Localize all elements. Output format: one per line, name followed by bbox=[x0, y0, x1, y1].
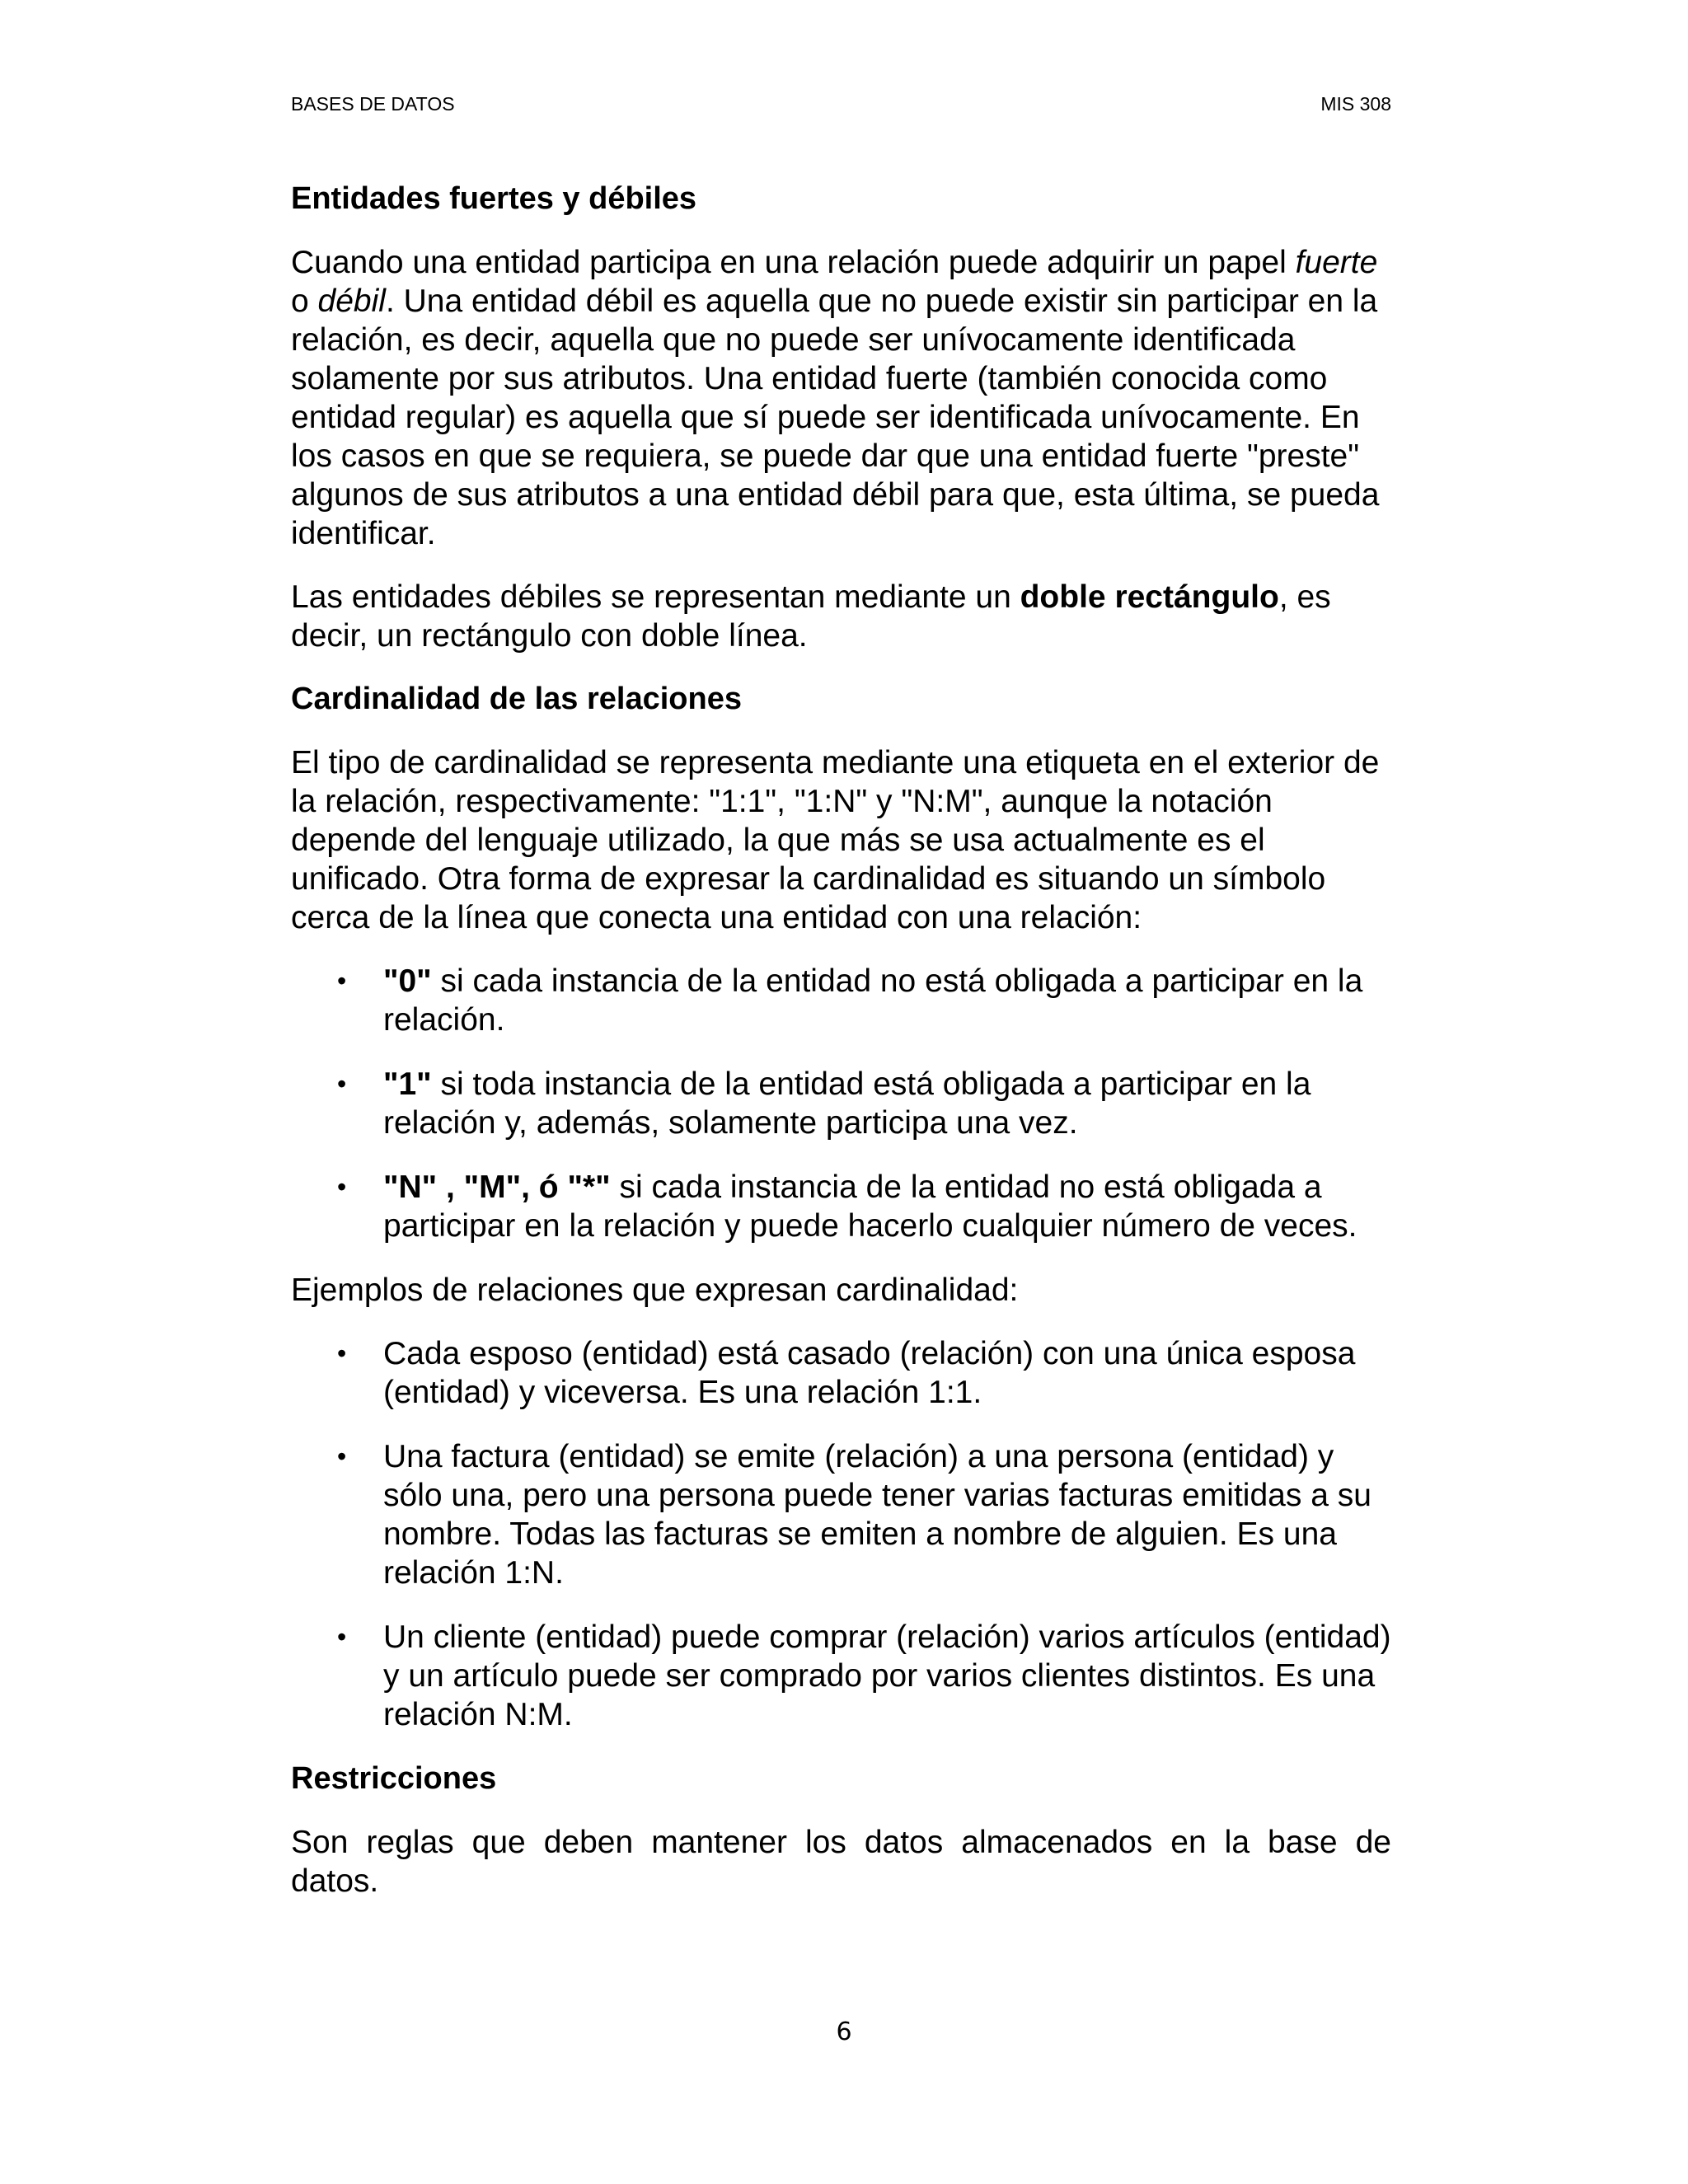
example-text: Un cliente (entidad) puede comprar (relación) varios artículos (entidad) y un artículo puede ser comprado por varios clientes distintos. Es una relación N:M. bbox=[383, 1619, 1391, 1732]
text-run: Cuando una entidad participa en una relación puede adquirir un papel bbox=[291, 245, 1296, 280]
bullet-icon: • bbox=[337, 1441, 347, 1471]
bullet-icon: • bbox=[337, 1069, 347, 1099]
list-item bbox=[291, 1437, 1391, 1592]
page-header bbox=[291, 92, 1391, 115]
paragraph-entidades-representacion bbox=[291, 578, 1391, 655]
section-title-restricciones: Restricciones bbox=[291, 1761, 497, 1796]
symbol-label: "1" bbox=[383, 1066, 432, 1102]
text-run: Las entidades débiles se representan mediante un bbox=[291, 579, 1020, 615]
cardinality-example-list bbox=[291, 1334, 1391, 1734]
symbol-label: "0" bbox=[383, 963, 432, 999]
example-text: Cada esposo (entidad) está casado (relación) con una única esposa (entidad) y viceversa. Es una relación 1:1. bbox=[383, 1336, 1356, 1410]
section-title-cardinalidad: Cardinalidad de las relaciones bbox=[291, 682, 742, 716]
bullet-icon: • bbox=[337, 1622, 347, 1652]
text-run: . Una entidad débil es aquella que no puede existir sin participar en la relación, es decir, aquella que no puede ser unívocamente identificada solamente por sus atributos. Una entidad fuerte (también conocida como entidad regular) es aquella que sí puede ser identificada unívocamente. En los casos en que se requiera, se puede dar que una entidad fuerte "preste" algunos de sus atributos a una entidad débil para que, esta última, se pueda identificar. bbox=[291, 284, 1380, 551]
page-number: 6 bbox=[836, 2018, 852, 2046]
list-item bbox=[291, 1334, 1391, 1412]
paragraph-line: datos. bbox=[291, 1863, 379, 1899]
symbol-label: "N" , "M", ó "*" bbox=[383, 1169, 611, 1205]
list-item bbox=[291, 962, 1391, 1039]
list-item bbox=[291, 1065, 1391, 1142]
symbol-description: si cada instancia de la entidad no está obligada a participar en la relación. bbox=[383, 963, 1363, 1038]
section-title-entidades: Entidades fuertes y débiles bbox=[291, 181, 697, 216]
italic-term-debil: débil bbox=[317, 284, 386, 319]
text-run: o bbox=[291, 284, 318, 319]
paragraph-restricciones bbox=[291, 1823, 1391, 1900]
header-course-code: MIS 308 bbox=[1320, 93, 1391, 115]
page-body bbox=[291, 180, 1391, 1925]
paragraph-cardinalidad-intro: El tipo de cardinalidad se representa mediante una etiqueta en el exterior de la relación, respectivamente: "1:1", "1:N" y "N:M", aunque la notación depende del lenguaje utilizado, la que más se usa actualmente es el unificado. Otra forma de expresar la cardinalidad es situando un símbolo cerca de la línea que conecta una entidad con una relación: bbox=[291, 745, 1380, 935]
text-run: , es decir, un rectángulo con doble línea. bbox=[291, 579, 1331, 654]
bold-term-doble-rectangulo: doble rectángulo bbox=[1020, 579, 1279, 615]
list-item bbox=[291, 1168, 1391, 1245]
bullet-icon: • bbox=[337, 1172, 347, 1202]
italic-term-fuerte: fuerte bbox=[1295, 245, 1378, 280]
paragraph-entidades-definicion bbox=[291, 243, 1391, 553]
list-item bbox=[291, 1618, 1391, 1734]
paragraph-examples-intro: Ejemplos de relaciones que expresan cardinalidad: bbox=[291, 1272, 1019, 1308]
bullet-icon: • bbox=[337, 966, 347, 996]
bullet-icon: • bbox=[337, 1338, 347, 1368]
cardinality-symbol-list bbox=[291, 962, 1391, 1245]
paragraph-line: Son reglas que deben mantener los datos almacenados en la base de bbox=[291, 1825, 1391, 1860]
symbol-description: si cada instancia de la entidad no está obligada a participar en la relación y puede hacerlo cualquier número de veces. bbox=[383, 1169, 1357, 1244]
example-text: Una factura (entidad) se emite (relación) a una persona (entidad) y sólo una, pero una persona puede tener varias facturas emitidas a su nombre. Todas las facturas se emiten a nombre de alguien. Es una relación 1:N. bbox=[383, 1439, 1372, 1591]
symbol-description: si toda instancia de la entidad está obligada a participar en la relación y, además, solamente participa una vez. bbox=[383, 1066, 1311, 1141]
header-title: BASES DE DATOS bbox=[291, 93, 455, 115]
